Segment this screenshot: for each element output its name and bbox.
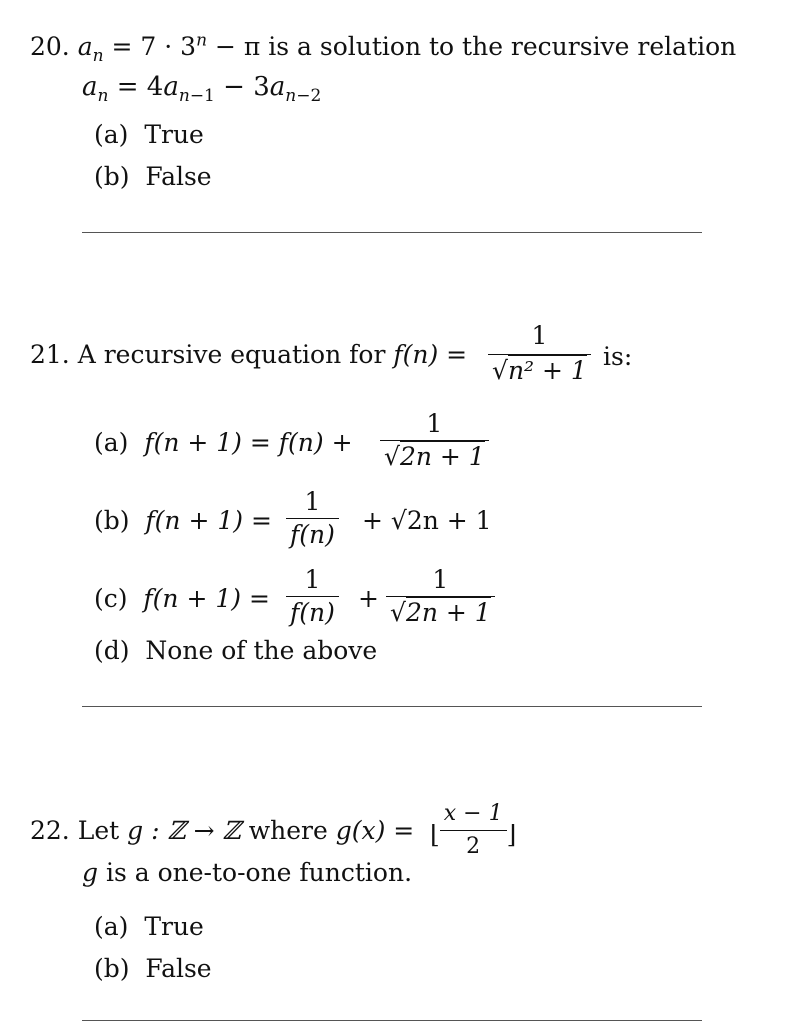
stem-end: is:	[603, 342, 633, 371]
question-22-line2: g is a one-to-one function.	[82, 858, 413, 887]
floor-expression: ⌊ $\frac{x - 1}{2}$ ⌋	[430, 801, 517, 859]
option-a-fraction: $\frac{1}{√2n + 1}$	[380, 410, 489, 471]
question-number: 22.	[30, 816, 70, 845]
question-20-stem: 20. $a_n = 7 \cdot 3^n - \pi$ is a solution to the recursive relation	[30, 30, 737, 66]
option-c-fraction-1: $\frac{1}{f(n)}$	[286, 566, 339, 627]
option-d[interactable]: (d) None of the above	[94, 636, 378, 665]
separator-line	[82, 706, 702, 707]
option-c[interactable]: (c) f(n + 1) =	[94, 584, 270, 613]
option-b[interactable]: (b) False	[94, 954, 212, 983]
option-c-fraction-2: $\frac{1}{√2n + 1}$	[386, 566, 495, 627]
option-a[interactable]: (a) f(n + 1) = f(n) +	[94, 428, 353, 457]
separator-line	[82, 1020, 702, 1021]
option-c-plus: +	[358, 584, 379, 613]
option-a[interactable]: (a) True	[94, 912, 204, 941]
recurrence-relation: $a_n = 4a_{n-1} - 3a_{n-2}$	[82, 72, 322, 107]
stem-fraction: $\frac{1}{\text{√n² + 1}}$	[488, 322, 591, 385]
question-number: 20.	[30, 32, 70, 61]
question-21-stem: 21. A recursive equation for f(n) =	[30, 340, 468, 369]
separator-line	[82, 232, 702, 233]
question-22-stem: 22. Let g : ℤ → ℤ where g(x) =	[30, 816, 415, 845]
option-a[interactable]: (a) True	[94, 120, 204, 149]
option-b[interactable]: (b) f(n + 1) =	[94, 506, 272, 535]
option-b-fraction: $\frac{1}{f(n)}$	[286, 488, 339, 549]
option-b-tail: + √2n + 1	[362, 506, 492, 535]
sequence-term: $a_n$	[77, 32, 104, 66]
option-b[interactable]: (b) False	[94, 162, 212, 191]
question-number: 21.	[30, 340, 70, 369]
